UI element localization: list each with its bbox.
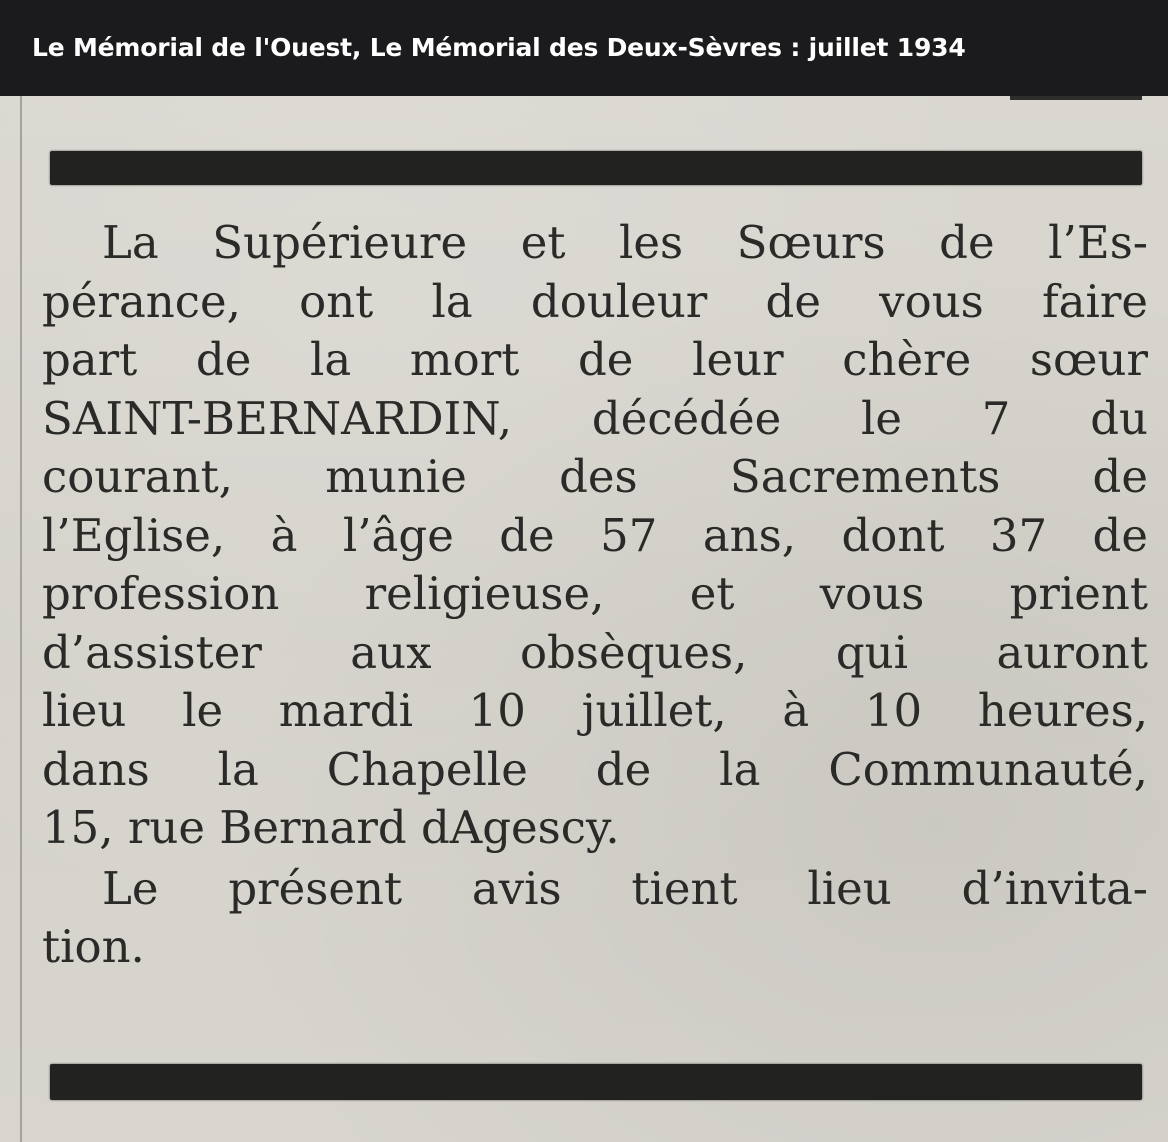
- top-black-rule: [50, 151, 1142, 185]
- notice-line: part de la mort de leur chère sœur: [42, 333, 1148, 386]
- newspaper-clipping: [0, 96, 1168, 1142]
- bottom-black-rule: [50, 1064, 1142, 1100]
- notice-line: SAINT-BERNARDIN, décédée le 7 du: [42, 391, 1148, 445]
- previous-article-underline: [1010, 96, 1142, 100]
- notice-paragraph-2: [42, 860, 1148, 977]
- notice-line: dans la Chapelle de la Communauté,: [42, 742, 1148, 796]
- image-caption-bar: [0, 0, 1168, 96]
- notice-line: courant, munie des Sacrements de: [42, 450, 1148, 503]
- notice-line: Le présent avis tient lieu d’invita-: [102, 861, 1148, 915]
- notice-line: l’Eglise, à l’âge de 57 ans, dont 37 de: [42, 508, 1148, 562]
- notice-paragraph-1: [42, 214, 1148, 858]
- notice-line: lieu le mardi 10 juillet, à 10 heures,: [42, 684, 1148, 737]
- notice-line: 15, rue Bernard dAgescy.: [42, 801, 620, 854]
- notice-line: d’assister aux obsèques, qui auront: [42, 625, 1148, 679]
- death-notice: [42, 214, 1148, 977]
- notice-line: profession religieuse, et vous prient: [42, 567, 1148, 620]
- notice-line: pérance, ont la douleur de vous faire: [42, 274, 1148, 328]
- notice-line: tion.: [42, 920, 145, 973]
- caption-text: Le Mémorial de l'Ouest, Le Mémorial des Deux-Sèvres : juillet 1934: [32, 33, 966, 62]
- column-divider: [20, 96, 22, 1142]
- notice-line: La Supérieure et les Sœurs de l’Es-: [102, 216, 1148, 269]
